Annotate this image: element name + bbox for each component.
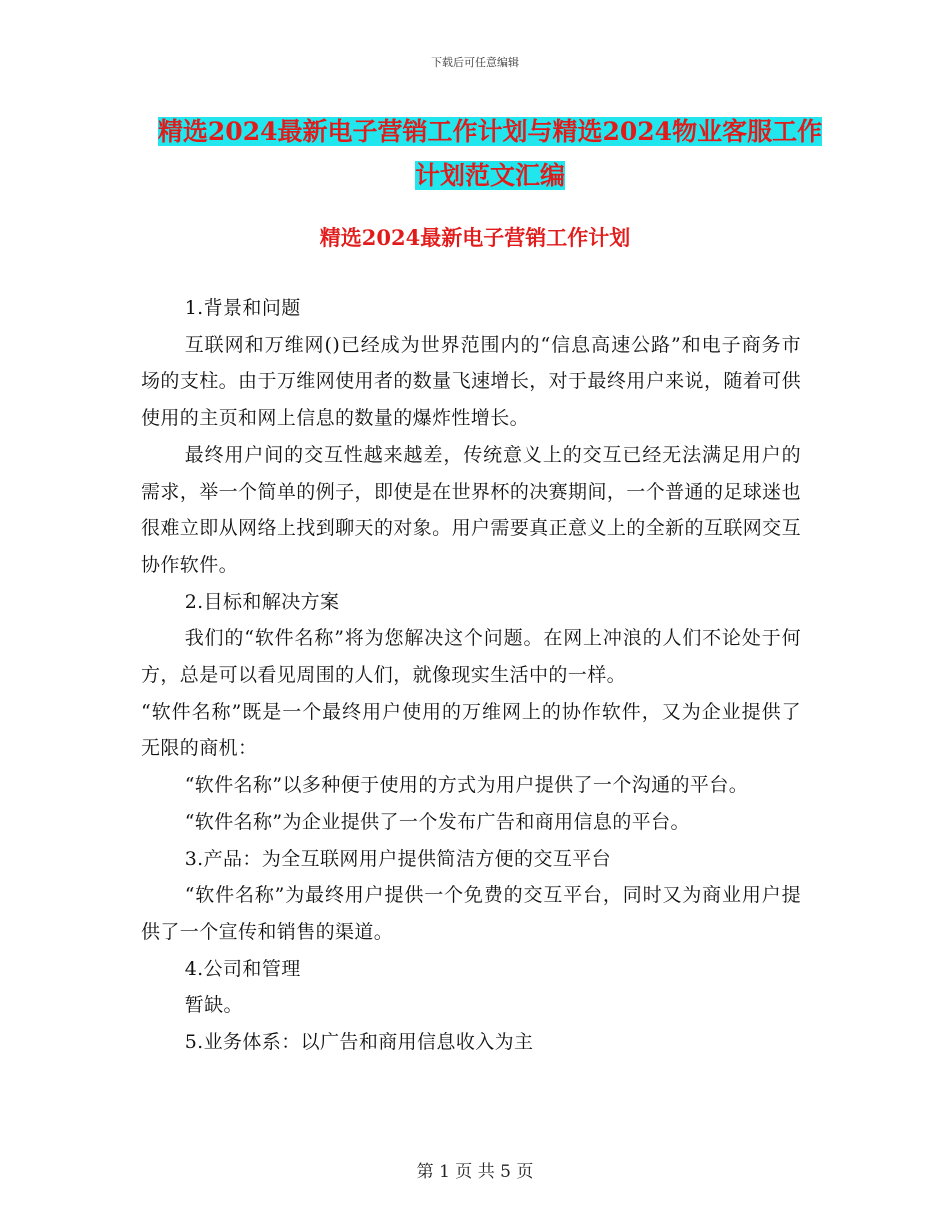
paragraph: 暂缺。 <box>184 994 243 1017</box>
paragraph: 我们的“软件名称”将为您解决这个问题。在网上冲浪的人们不论处于何方，总是可以看见周围的人们，就像现实生活中的一样。 <box>141 627 801 687</box>
paragraph-heading-company: 4.公司和管理 <box>184 957 301 980</box>
paragraph: 互联网和万维网()已经成为世界范围内的“信息高速公路”和电子商务市场的支柱。由于万维网使用者的数量飞速增长，对于最终用户来说，随着可供使用的主页和网上信息的数量的爆炸性增长。 <box>141 333 801 430</box>
paragraph: “软件名称”以多种便于使用的方式为用户提供了一个沟通的平台。 <box>184 774 749 797</box>
paragraph: “软件名称”既是一个最终用户使用的万维网上的协作软件，又为企业提供了无限的商机： <box>141 700 801 760</box>
document-body <box>141 290 801 1061</box>
paragraph: “软件名称”为企业提供了一个发布广告和商用信息的平台。 <box>184 810 690 833</box>
paragraph-heading-goals: 2.目标和解决方案 <box>184 590 340 613</box>
section-title: 精选2024最新电子营销工作计划 <box>319 225 631 250</box>
header-note: 下载后可任意编辑 <box>431 56 519 69</box>
paragraph-heading-background: 1.背景和问题 <box>184 297 301 319</box>
paragraph: “软件名称”为最终用户提供一个免费的交互平台，同时又为商业用户提供了一个宣传和销售的渠道。 <box>141 884 801 943</box>
document-title-text: 精选2024最新电子营销工作计划与精选2024物业客服工作计划范文汇编 <box>157 117 823 190</box>
document-title <box>150 110 830 198</box>
paragraph-heading-business: 5.业务体系：以广告和商用信息收入为主 <box>184 1031 534 1054</box>
page-footer: 第 1 页 共 5 页 <box>416 1162 534 1182</box>
paragraph: 最终用户间的交互性越来越差，传统意义上的交互已经无法满足用户的需求，举一个简单的例子，即使是在世界杯的决赛期间，一个普通的足球迷也很难立即从网络上找到聊天的对象。用户需要真正意义上的全新的互联网交互协作软件。 <box>141 443 801 576</box>
paragraph-heading-product: 3.产品：为全互联网用户提供简洁方便的交互平台 <box>184 847 612 870</box>
